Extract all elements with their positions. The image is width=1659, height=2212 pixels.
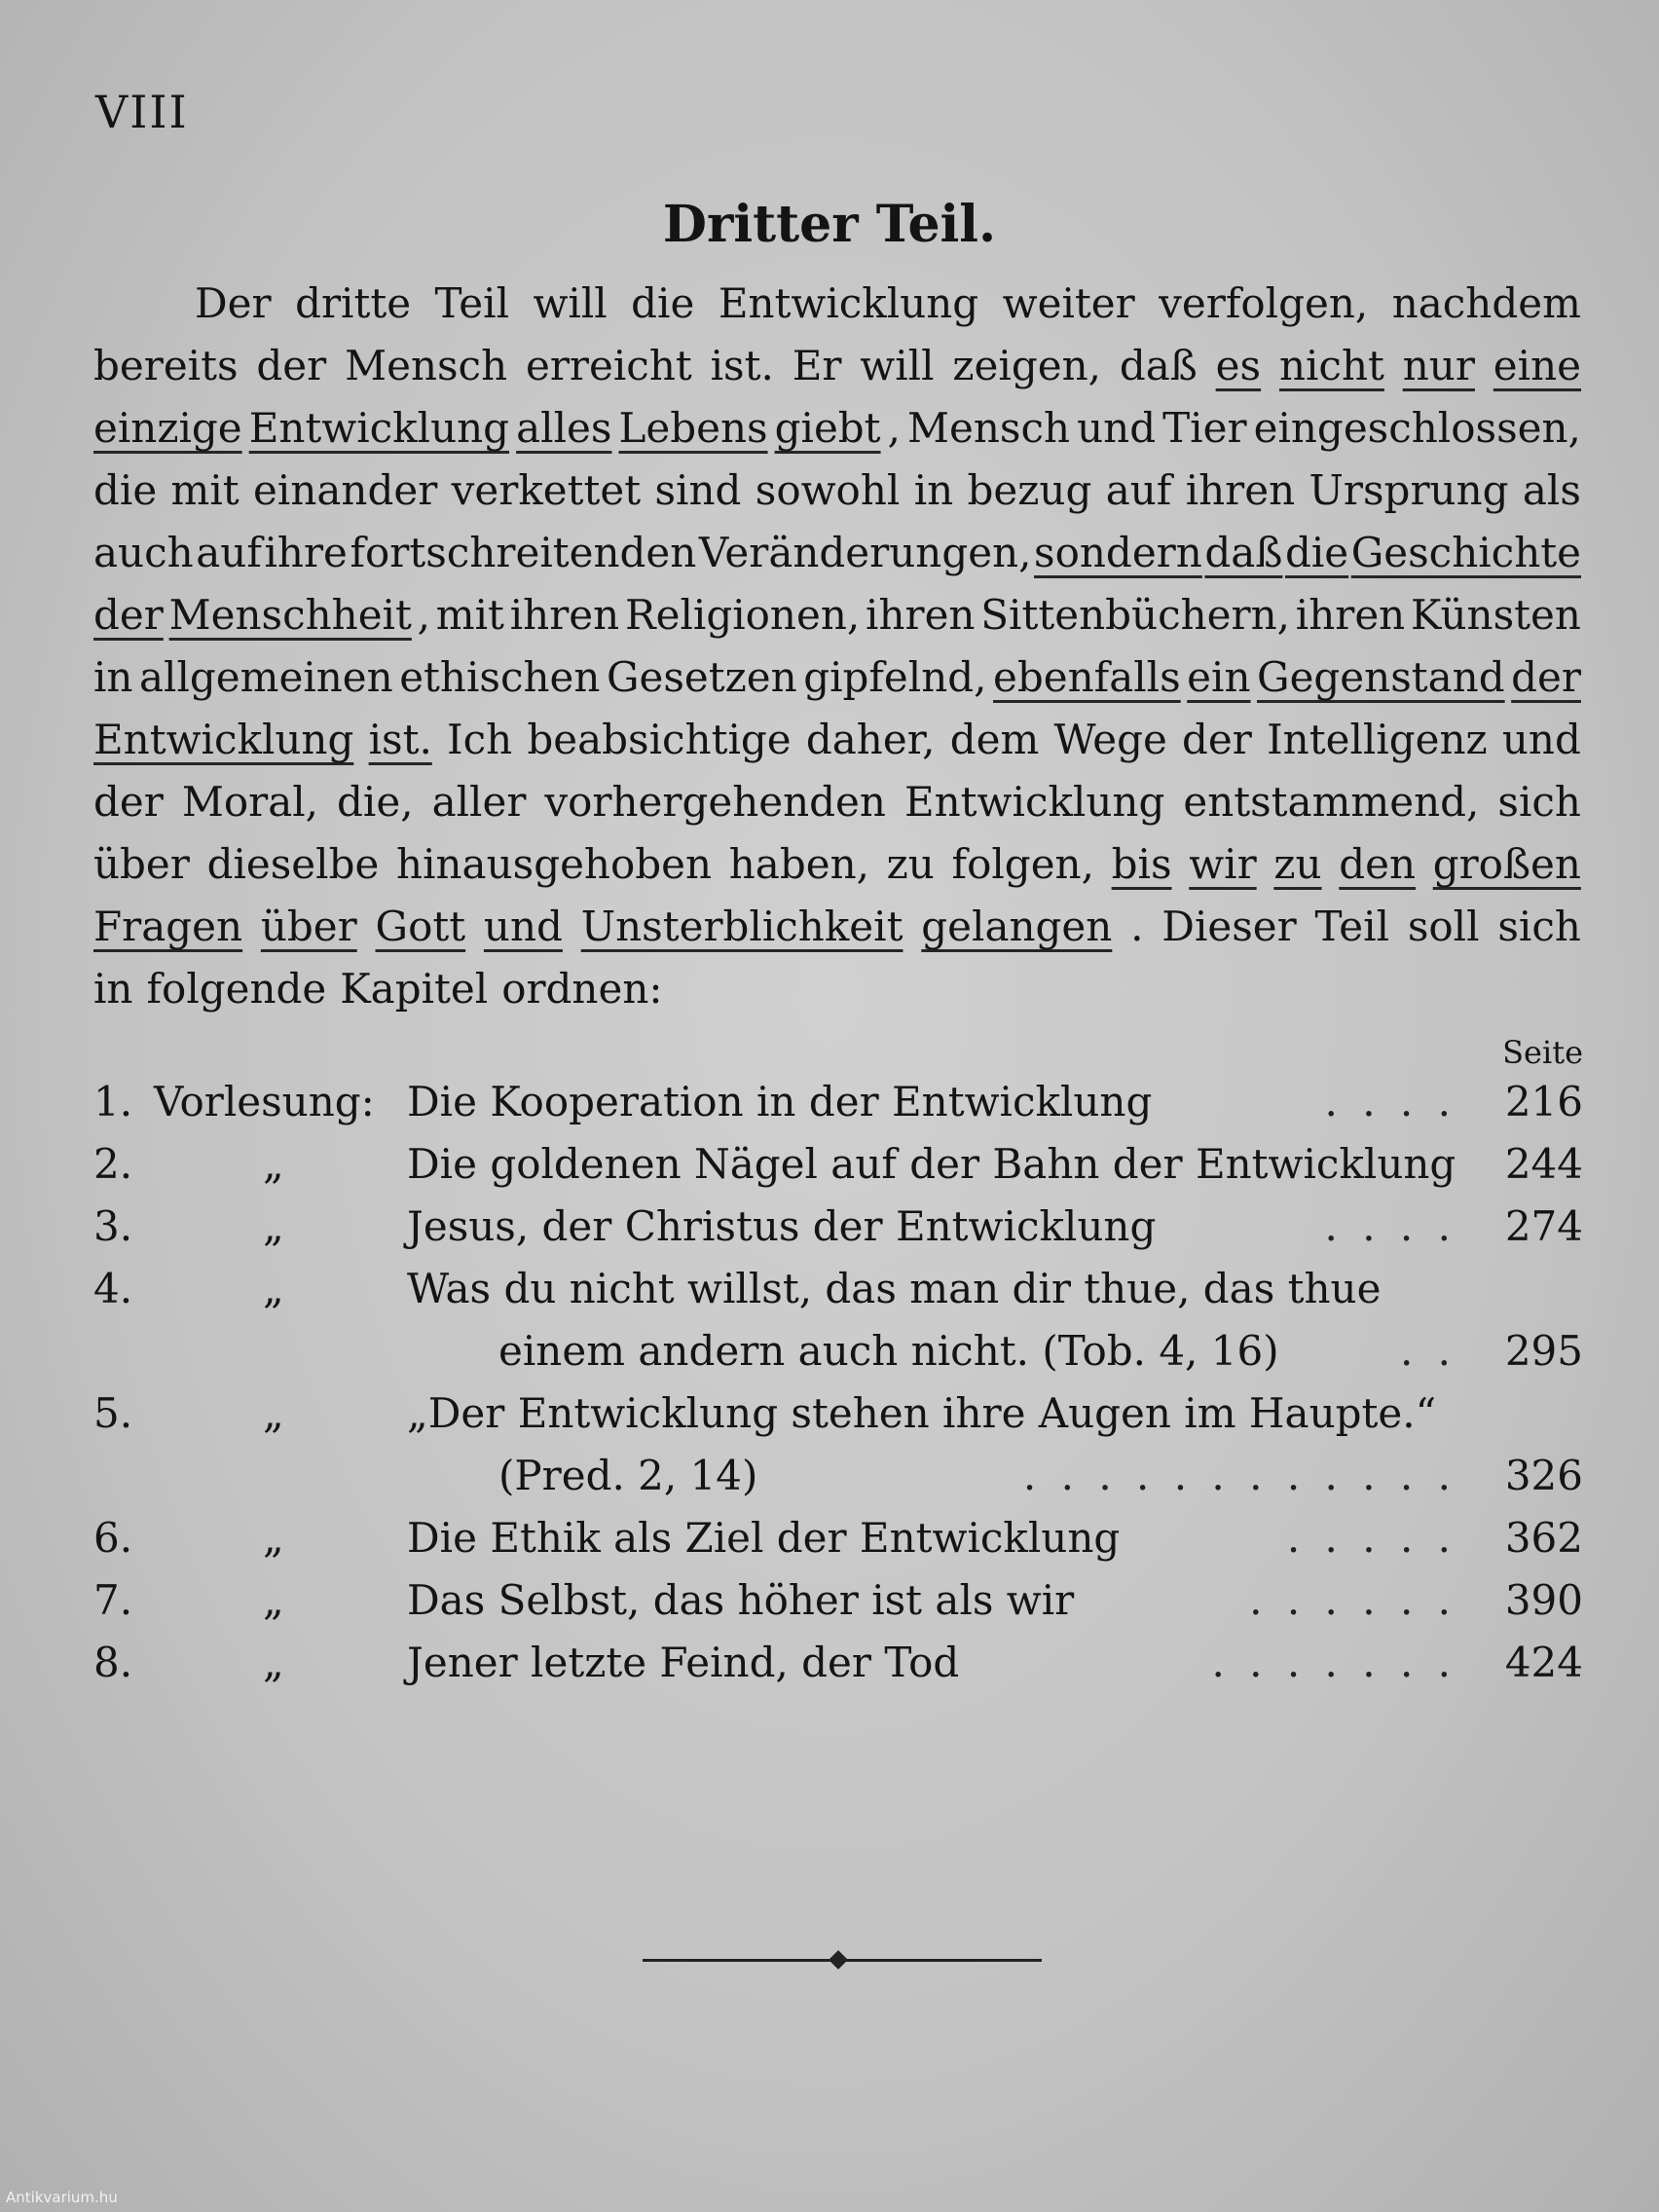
toc-entry-label: „ bbox=[263, 1514, 284, 1562]
underlined-word: Entwicklung bbox=[93, 716, 354, 763]
underlined-word: giebt bbox=[774, 404, 881, 452]
toc-entry-title: Was du nicht willst, das man dir thue, das thue bbox=[407, 1265, 1382, 1312]
word: . bbox=[1130, 903, 1144, 950]
word: bezug bbox=[967, 466, 1092, 514]
toc-entry-page: 362 bbox=[1504, 1514, 1583, 1562]
paragraph-line bbox=[93, 335, 1581, 397]
word: soll bbox=[1407, 903, 1480, 950]
word: nachdem bbox=[1391, 279, 1581, 327]
word: folgen, bbox=[951, 840, 1094, 888]
word: hinausgehoben bbox=[396, 840, 713, 888]
underlined-word: und bbox=[483, 903, 563, 950]
word: Entwicklung bbox=[903, 778, 1165, 826]
word: sich bbox=[1497, 903, 1581, 950]
word: will bbox=[533, 279, 608, 327]
word: sich bbox=[1497, 778, 1581, 826]
toc-entry[interactable] bbox=[93, 1133, 1583, 1196]
toc-entry[interactable] bbox=[93, 1569, 1583, 1632]
toc-entry[interactable] bbox=[93, 1258, 1583, 1320]
word: Ich bbox=[447, 716, 513, 763]
word: die bbox=[93, 466, 158, 514]
toc-entry-page: 390 bbox=[1504, 1576, 1583, 1624]
word: beabsichtige bbox=[527, 716, 792, 763]
word: in bbox=[93, 965, 133, 1013]
word: Gesetzen bbox=[606, 653, 797, 701]
underlined-word: nur bbox=[1402, 342, 1475, 389]
intro-paragraph bbox=[93, 273, 1581, 1020]
word: als bbox=[1522, 466, 1581, 514]
toc-entry-number: 5. bbox=[93, 1389, 133, 1437]
toc-entry-label: „ bbox=[263, 1576, 284, 1624]
word: die, bbox=[337, 778, 414, 826]
word: Moral, bbox=[181, 778, 319, 826]
toc-entry[interactable] bbox=[93, 1196, 1583, 1258]
word: einander bbox=[253, 466, 438, 514]
toc-entry-page: 216 bbox=[1504, 1078, 1583, 1125]
underlined-word: Unsterblichkeit bbox=[580, 903, 903, 950]
section-heading: Dritter Teil. bbox=[662, 195, 997, 254]
toc-entry[interactable] bbox=[93, 1507, 1583, 1569]
word: Er bbox=[792, 342, 842, 389]
toc-entry-page: 326 bbox=[1504, 1452, 1583, 1499]
underlined-word: ebenfalls bbox=[993, 653, 1181, 701]
toc-entry-label: „ bbox=[263, 1389, 284, 1437]
toc-entry[interactable] bbox=[93, 1382, 1583, 1445]
word: Wege bbox=[1053, 716, 1167, 763]
word: ethischen bbox=[399, 653, 601, 701]
toc-entry-leader: . . . . bbox=[1324, 1078, 1456, 1125]
underlined-word: eine bbox=[1493, 342, 1581, 389]
word: daß bbox=[1119, 342, 1198, 389]
underlined-word: großen bbox=[1432, 840, 1581, 888]
word: ordnen: bbox=[501, 965, 663, 1013]
word: auch bbox=[93, 529, 194, 576]
word: verfolgen, bbox=[1159, 279, 1369, 327]
toc-entry-leader: . . . . . . bbox=[1249, 1576, 1456, 1624]
word: zeigen, bbox=[952, 342, 1101, 389]
word: aller bbox=[431, 778, 527, 826]
word: Teil bbox=[434, 279, 510, 327]
word: ihren bbox=[509, 591, 620, 639]
word: allgemeinen bbox=[138, 653, 393, 701]
paragraph-line bbox=[93, 896, 1581, 958]
underlined-word: Geschichte bbox=[1350, 529, 1581, 576]
toc-entry-number: 7. bbox=[93, 1576, 133, 1624]
word: zu bbox=[886, 840, 935, 888]
word: Teil bbox=[1314, 903, 1390, 950]
toc-entry-label: „ bbox=[263, 1202, 284, 1250]
word: der bbox=[1182, 716, 1252, 763]
underlined-word: ein bbox=[1187, 653, 1251, 701]
underlined-word: wir bbox=[1189, 840, 1257, 888]
toc-entry-title: Die Ethik als Ziel der Entwicklung bbox=[407, 1514, 1121, 1562]
paragraph-line bbox=[93, 833, 1581, 896]
word: dieselbe bbox=[206, 840, 380, 888]
underlined-word: es bbox=[1215, 342, 1262, 389]
toc-entry-title-continued: (Pred. 2, 14) bbox=[498, 1452, 758, 1499]
toc-entry-title: Die Kooperation in der Entwicklung bbox=[407, 1078, 1153, 1125]
underlined-word: Lebens bbox=[618, 404, 768, 452]
word: haben, bbox=[728, 840, 869, 888]
word: ihren bbox=[1185, 466, 1296, 514]
underlined-word: einzige bbox=[93, 404, 242, 452]
word: mit bbox=[170, 466, 240, 514]
paragraph-line bbox=[93, 273, 1581, 335]
paragraph-line bbox=[93, 460, 1581, 522]
table-of-contents bbox=[93, 1071, 1583, 1694]
word: über bbox=[93, 840, 190, 888]
paragraph-line bbox=[93, 397, 1581, 460]
underlined-word: bis bbox=[1111, 840, 1172, 888]
word: Tier bbox=[1162, 404, 1247, 452]
word: der bbox=[93, 778, 164, 826]
word: in bbox=[93, 653, 133, 701]
toc-entry-label: „ bbox=[263, 1140, 284, 1188]
word: Religionen, bbox=[624, 591, 861, 639]
underlined-word: den bbox=[1339, 840, 1417, 888]
word: Kapitel bbox=[340, 965, 489, 1013]
word: Dieser bbox=[1161, 903, 1297, 950]
toc-entry-page: 295 bbox=[1504, 1327, 1583, 1375]
end-rule-ornament bbox=[829, 1950, 848, 1970]
word: sowohl bbox=[755, 466, 901, 514]
word: sind bbox=[654, 466, 742, 514]
word: ihren bbox=[1295, 591, 1406, 639]
toc-entry-leader: . . . . bbox=[1324, 1202, 1456, 1250]
toc-entry-page: 274 bbox=[1504, 1202, 1583, 1250]
word: Intelligenz bbox=[1267, 716, 1488, 763]
underlined-word: nicht bbox=[1278, 342, 1384, 389]
word: Entwicklung bbox=[718, 279, 979, 327]
underlined-word: die bbox=[1284, 529, 1349, 576]
word: , bbox=[417, 591, 431, 639]
toc-entry-title: „Der Entwicklung stehen ihre Augen im Haupte.“ bbox=[407, 1389, 1437, 1437]
word: daher, bbox=[805, 716, 936, 763]
word: Sittenbüchern, bbox=[980, 591, 1290, 639]
page-column-header: Seite bbox=[1502, 1034, 1583, 1071]
toc-entry-leader: . . . . . . . . . . . . bbox=[1022, 1452, 1456, 1499]
word: dritte bbox=[295, 279, 412, 327]
word: Der bbox=[195, 279, 272, 327]
toc-entry-title: Jesus, der Christus der Entwicklung bbox=[407, 1202, 1157, 1250]
toc-entry[interactable] bbox=[93, 1632, 1583, 1694]
word: mit bbox=[435, 591, 504, 639]
word: folgende bbox=[146, 965, 327, 1013]
word: ihren bbox=[866, 591, 976, 639]
word: gipfelnd, bbox=[803, 653, 987, 701]
word: fortschreitenden bbox=[350, 529, 697, 576]
toc-entry-title: Die goldenen Nägel auf der Bahn der Entwicklung bbox=[407, 1140, 1456, 1188]
word: vorhergehenden bbox=[544, 778, 886, 826]
toc-entry-number: 4. bbox=[93, 1265, 133, 1312]
word: und bbox=[1501, 716, 1581, 763]
word: Mensch bbox=[907, 404, 1071, 452]
word: Künsten bbox=[1411, 591, 1581, 639]
word: eingeschlossen, bbox=[1253, 404, 1581, 452]
page-number: VIII bbox=[95, 86, 189, 138]
toc-entry-number: 6. bbox=[93, 1514, 133, 1562]
underlined-word: ist. bbox=[368, 716, 432, 763]
toc-entry-title: Jener letzte Feind, der Tod bbox=[407, 1639, 960, 1686]
toc-entry-number: 1. bbox=[93, 1078, 133, 1125]
word: weiter bbox=[1002, 279, 1135, 327]
watermark: Antikvarium.hu bbox=[6, 2189, 118, 2206]
underlined-word: Entwicklung bbox=[248, 404, 510, 452]
word: will bbox=[860, 342, 935, 389]
toc-entry-leader: . . . . . . . bbox=[1211, 1639, 1456, 1686]
underlined-word: Gegenstand bbox=[1257, 653, 1505, 701]
word: erreicht bbox=[526, 342, 692, 389]
paragraph-line bbox=[93, 958, 1581, 1020]
toc-entry-label: Vorlesung: bbox=[154, 1078, 375, 1125]
underlined-word: gelangen bbox=[921, 903, 1113, 950]
word: auf bbox=[196, 529, 262, 576]
toc-entry-number: 3. bbox=[93, 1202, 133, 1250]
word: , bbox=[887, 404, 901, 452]
word: auf bbox=[1105, 466, 1172, 514]
toc-entry[interactable] bbox=[93, 1071, 1583, 1133]
underlined-word: der bbox=[93, 591, 164, 639]
underlined-word: Fragen bbox=[93, 903, 243, 950]
paragraph-line bbox=[93, 522, 1581, 584]
word: in bbox=[913, 466, 954, 514]
word: ihre bbox=[264, 529, 348, 576]
toc-entry-number: 2. bbox=[93, 1140, 133, 1188]
underlined-word: über bbox=[260, 903, 357, 950]
word: und bbox=[1077, 404, 1157, 452]
toc-entry-continuation[interactable] bbox=[93, 1445, 1583, 1507]
paragraph-line bbox=[93, 584, 1581, 646]
toc-entry-title-continued: einem andern auch nicht. (Tob. 4, 16) bbox=[498, 1327, 1279, 1375]
toc-entry-label: „ bbox=[263, 1265, 284, 1312]
toc-entry-number: 8. bbox=[93, 1639, 133, 1686]
word: der bbox=[256, 342, 327, 389]
paragraph-line bbox=[93, 709, 1581, 771]
toc-entry-continuation[interactable] bbox=[93, 1320, 1583, 1382]
paragraph-line bbox=[93, 771, 1581, 833]
underlined-word: sondern bbox=[1034, 529, 1202, 576]
word: Mensch bbox=[345, 342, 508, 389]
underlined-word: der bbox=[1511, 653, 1581, 701]
toc-entry-title: Das Selbst, das höher ist als wir bbox=[407, 1576, 1075, 1624]
underlined-word: Menschheit bbox=[168, 591, 412, 639]
word: entstammend, bbox=[1183, 778, 1480, 826]
underlined-word: Gott bbox=[375, 903, 466, 950]
paragraph-line bbox=[93, 646, 1581, 709]
word: Veränderungen, bbox=[698, 529, 1032, 576]
word: Ursprung bbox=[1309, 466, 1509, 514]
toc-entry-label: „ bbox=[263, 1639, 284, 1686]
word: bereits bbox=[93, 342, 239, 389]
underlined-word: alles bbox=[516, 404, 612, 452]
toc-entry-page: 424 bbox=[1504, 1639, 1583, 1686]
toc-entry-leader: . . bbox=[1399, 1327, 1456, 1375]
word: die bbox=[631, 279, 695, 327]
word: dem bbox=[949, 716, 1040, 763]
word: ist. bbox=[710, 342, 774, 389]
toc-entry-leader: . . . . . bbox=[1286, 1514, 1456, 1562]
word: verkettet bbox=[451, 466, 642, 514]
underlined-word: daß bbox=[1204, 529, 1283, 576]
toc-entry-page: 244 bbox=[1504, 1140, 1583, 1188]
underlined-word: zu bbox=[1273, 840, 1322, 888]
